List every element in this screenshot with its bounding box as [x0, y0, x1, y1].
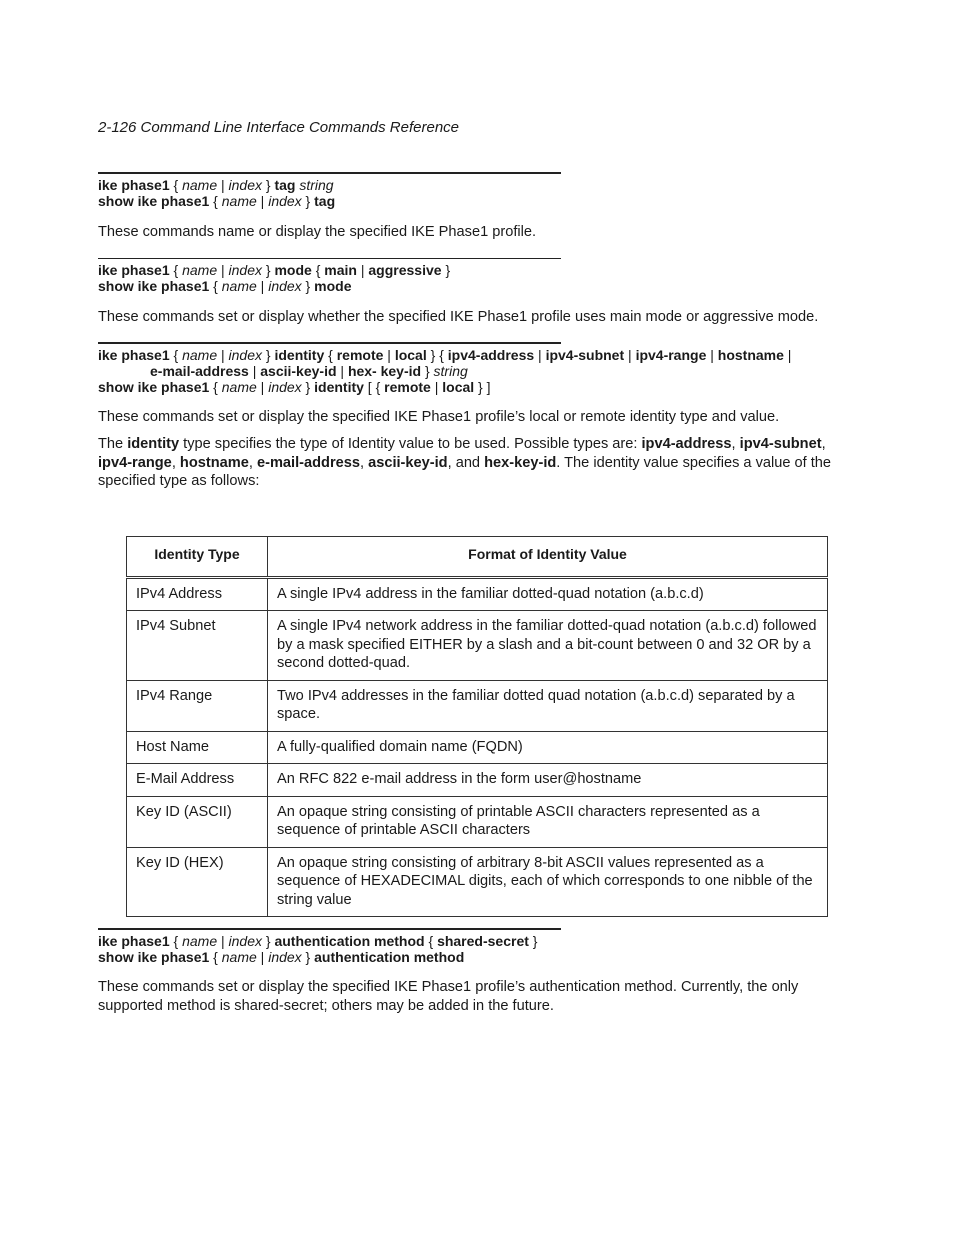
text: type specifies the type of Identity value to be used. Possible types are:	[179, 436, 642, 452]
table-row	[127, 680, 828, 731]
identity-format-cell: An opaque string consisting of printable ASCII characters represented as a sequence of printable ASCII characters	[268, 796, 828, 847]
text: The	[98, 436, 128, 452]
identity-format-cell: An RFC 822 e-mail address in the form user@hostname	[268, 764, 828, 797]
keyword: ipv4-range	[635, 347, 707, 363]
keyword: main	[324, 262, 357, 278]
param: index	[268, 278, 302, 294]
param: name	[221, 949, 257, 965]
keyword: ipv4-subnet	[739, 436, 822, 452]
punct: |	[256, 949, 269, 965]
keyword: ipv4-address	[447, 347, 535, 363]
punct: {	[169, 177, 183, 193]
description: These commands set or display the specified IKE Phase1 profile’s local or remote identity type and value.	[98, 409, 780, 425]
param: name	[221, 278, 257, 294]
identity-type-cell: IPv4 Address	[127, 577, 268, 611]
keyword: aggressive	[368, 262, 442, 278]
syntax-line	[98, 933, 561, 949]
punct: |	[217, 177, 229, 193]
param: name	[182, 347, 218, 363]
punct: {	[324, 347, 337, 363]
keyword: show ike phase1	[98, 278, 210, 294]
punct: |	[256, 193, 269, 209]
identity-type-cell: E-Mail Address	[127, 764, 268, 797]
text: ,	[248, 454, 257, 471]
punct: }	[441, 262, 451, 278]
description: These commands set or display the specified IKE Phase1 profile’s authentication method. Currently, the only supported method is shared-secret; others may be added in the future.	[98, 979, 799, 1014]
punct: {	[311, 262, 325, 278]
description: These commands set or display whether the specified IKE Phase1 profile uses main mode or aggressive mode.	[98, 309, 819, 325]
punct: }	[262, 177, 275, 193]
column-header: Identity Type	[127, 537, 268, 578]
description: These commands name or display the specified IKE Phase1 profile.	[98, 224, 537, 240]
keyword: local	[442, 379, 475, 395]
identity-type-cell: IPv4 Range	[127, 680, 268, 731]
table-row	[127, 796, 828, 847]
keyword: e-mail-address	[150, 363, 249, 379]
keyword: ike phase1	[98, 933, 170, 949]
identity-type-cell: Key ID (ASCII)	[127, 796, 268, 847]
identity-type-cell: IPv4 Subnet	[127, 611, 268, 681]
table-row	[127, 731, 828, 764]
table-row	[127, 764, 828, 797]
identity-paragraph	[98, 435, 858, 491]
punct: |	[336, 363, 348, 379]
punct: |	[624, 347, 636, 363]
keyword: ike phase1	[98, 177, 170, 193]
punct: |	[217, 262, 229, 278]
syntax-line	[98, 193, 561, 209]
punct: }	[301, 949, 315, 965]
punct: |	[356, 262, 369, 278]
keyword: show ike phase1	[98, 193, 210, 209]
param: index	[228, 177, 262, 193]
keyword: ipv4-range	[98, 454, 172, 471]
keyword: tag	[274, 177, 296, 193]
text: ,	[821, 436, 826, 452]
keyword: remote	[384, 379, 431, 395]
keyword: hostname	[717, 347, 784, 363]
text: . The identity value specifies a value of the specified type as follows:	[98, 454, 832, 489]
punct: |	[248, 363, 261, 379]
punct: }	[262, 347, 275, 363]
param: index	[228, 262, 262, 278]
keyword: shared-secret	[437, 933, 529, 949]
punct: {	[424, 933, 438, 949]
keyword: ike phase1	[98, 347, 170, 363]
keyword: ipv4-subnet	[545, 347, 625, 363]
param: string	[299, 177, 334, 193]
table-row	[127, 577, 828, 611]
punct: |	[706, 347, 718, 363]
param: name	[221, 379, 257, 395]
punct: }	[421, 363, 434, 379]
table-row	[127, 847, 828, 917]
keyword: show ike phase1	[98, 949, 210, 965]
syntax-line	[98, 347, 792, 363]
punct: }	[301, 193, 315, 209]
syntax-line	[98, 363, 561, 379]
keyword: show ike phase1	[98, 379, 210, 395]
punct: {	[169, 933, 183, 949]
param: string	[433, 363, 468, 379]
punct: |	[256, 379, 269, 395]
punct: |	[217, 933, 229, 949]
param: index	[268, 193, 302, 209]
keyword: mode	[274, 262, 312, 278]
keyword: e-mail-address	[256, 454, 360, 471]
syntax-line	[98, 262, 561, 278]
text: , and	[447, 454, 485, 471]
punct: |	[430, 379, 443, 395]
identity-format-cell: An opaque string consisting of arbitrary 8-bit ASCII values represented as a sequence of HEXADECIMAL digits, each of which corresponds to one nibble of the string value	[268, 847, 828, 917]
keyword: identity	[127, 436, 180, 452]
syntax-line	[98, 278, 561, 294]
punct: }	[301, 379, 315, 395]
param: index	[228, 933, 262, 949]
param: name	[182, 262, 218, 278]
keyword: authentication method	[314, 949, 465, 965]
identity-type-table	[126, 536, 828, 917]
punct: }	[528, 933, 538, 949]
command-syntax-authentication	[98, 928, 561, 965]
punct: {	[169, 347, 183, 363]
table-header-row	[127, 537, 828, 578]
keyword: ike phase1	[98, 262, 170, 278]
syntax-line	[98, 177, 561, 193]
identity-format-cell: A single IPv4 address in the familiar dotted-quad notation (a.b.c.d)	[268, 577, 828, 611]
param: index	[268, 949, 302, 965]
keyword: ascii-key-id	[260, 363, 337, 379]
punct: {	[169, 262, 183, 278]
keyword: identity	[314, 379, 364, 395]
keyword: ascii-key-id	[368, 454, 448, 471]
keyword: authentication method	[274, 933, 425, 949]
punct: {	[209, 379, 222, 395]
punct: } {	[426, 347, 448, 363]
keyword: ipv4-address	[641, 436, 732, 452]
punct: {	[209, 278, 222, 294]
keyword: hex-key-id	[484, 454, 557, 471]
identity-format-cell: A single IPv4 network address in the familiar dotted-quad notation (a.b.c.d) followed by a mask specified EITHER by a slash and a bit-count between 0 and 32 OR by a second dotted-quad.	[268, 611, 828, 681]
punct: }	[262, 933, 275, 949]
punct: |	[783, 347, 792, 363]
param: index	[268, 379, 302, 395]
punct: |	[217, 347, 229, 363]
keyword: local	[394, 347, 427, 363]
punct: |	[256, 278, 269, 294]
punct: |	[383, 347, 395, 363]
identity-format-cell: A fully-qualified domain name (FQDN)	[268, 731, 828, 764]
text: ,	[359, 454, 369, 471]
identity-type-cell: Key ID (HEX)	[127, 847, 268, 917]
keyword: tag	[314, 193, 336, 209]
punct: {	[209, 193, 222, 209]
syntax-line	[98, 949, 561, 965]
syntax-line	[98, 379, 561, 395]
identity-type-cell: Host Name	[127, 731, 268, 764]
table-row	[127, 611, 828, 681]
page-header: 2-126 Command Line Interface Commands Reference	[98, 119, 460, 136]
identity-format-cell: Two IPv4 addresses in the familiar dotted quad notation (a.b.c.d) separated by a space.	[268, 680, 828, 731]
column-header: Format of Identity Value	[268, 537, 828, 578]
text: ,	[731, 436, 740, 452]
param: index	[228, 347, 262, 363]
param: name	[221, 193, 257, 209]
text: ,	[171, 454, 180, 471]
punct: } ]	[474, 379, 491, 395]
keyword: hostname	[179, 454, 249, 471]
punct: {	[209, 949, 222, 965]
punct: }	[301, 278, 315, 294]
punct: |	[534, 347, 546, 363]
param: name	[182, 177, 218, 193]
command-syntax-mode	[98, 258, 561, 294]
command-syntax-tag	[98, 172, 561, 209]
keyword: remote	[336, 347, 384, 363]
param: name	[182, 933, 218, 949]
keyword: identity	[274, 347, 325, 363]
keyword: mode	[314, 278, 352, 294]
keyword: hex- key-id	[347, 363, 422, 379]
punct: [ {	[363, 379, 385, 395]
punct: }	[262, 262, 275, 278]
command-syntax-identity	[98, 342, 792, 395]
